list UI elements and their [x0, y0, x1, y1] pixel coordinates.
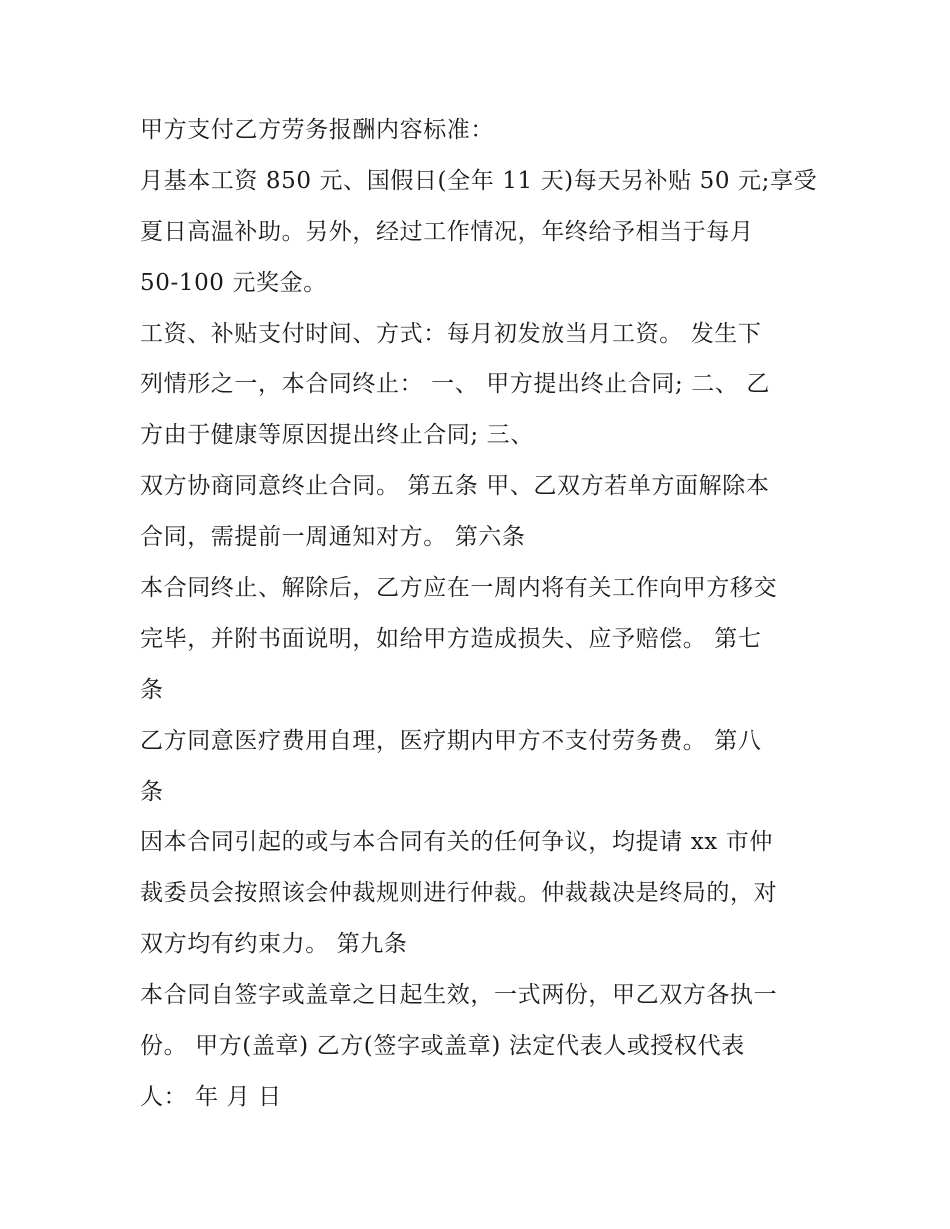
text-line: 裁委员会按照该会仲裁规则进行仲裁。仲裁裁决是终局的，对 [140, 880, 778, 907]
text-line: 条 [140, 676, 164, 703]
text-line: 因本合同引起的或与本合同有关的任何争议，均提请 xx 市仲 [140, 829, 773, 856]
text-line: 本合同自签字或盖章之日起生效，一式两份，甲乙双方各执一 [140, 982, 778, 1009]
text-line: 完毕，并附书面说明，如给甲方造成损失、应予赔偿。 第七 [140, 625, 762, 652]
text-line: 工资、补贴支付时间、方式：每月初发放当月工资。 发生下 [140, 320, 762, 347]
text-line: 50-100 元奖金。 [140, 269, 327, 296]
text-line: 乙方同意医疗费用自理，医疗期内甲方不支付劳务费。 第八 [140, 727, 762, 754]
text-line: 双方均有约束力。 第九条 [140, 931, 408, 958]
text-line: 本合同终止、解除后，乙方应在一周内将有关工作向甲方移交 [140, 575, 778, 602]
text-line: 月基本工资 850 元、国假日(全年 11 天)每天另补贴 50 元;享受 [140, 167, 818, 194]
text-line: 方由于健康等原因提出终止合同; 三、 [140, 422, 534, 449]
text-line: 双方协商同意终止合同。 第五条 甲、乙双方若单方面解除本 [140, 473, 770, 500]
contract-text [140, 111, 830, 1129]
text-line: 甲方支付乙方劳务报酬内容标准： [140, 117, 494, 143]
text-line: 条 [140, 778, 164, 805]
text-line: 人： 年 月 日 [140, 1083, 282, 1110]
text-line: 合同，需提前一周通知对方。 第六条 [140, 524, 526, 551]
text-line: 份。 甲方(盖章) 乙方(签字或盖章) 法定代表人或授权代表 [140, 1033, 745, 1060]
text-line: 列情形之一，本合同终止： 一、 甲方提出终止合同; 二、 乙 [140, 371, 770, 398]
text-line: 夏日高温补助。另外，经过工作情况，年终给予相当于每月 [140, 218, 754, 245]
